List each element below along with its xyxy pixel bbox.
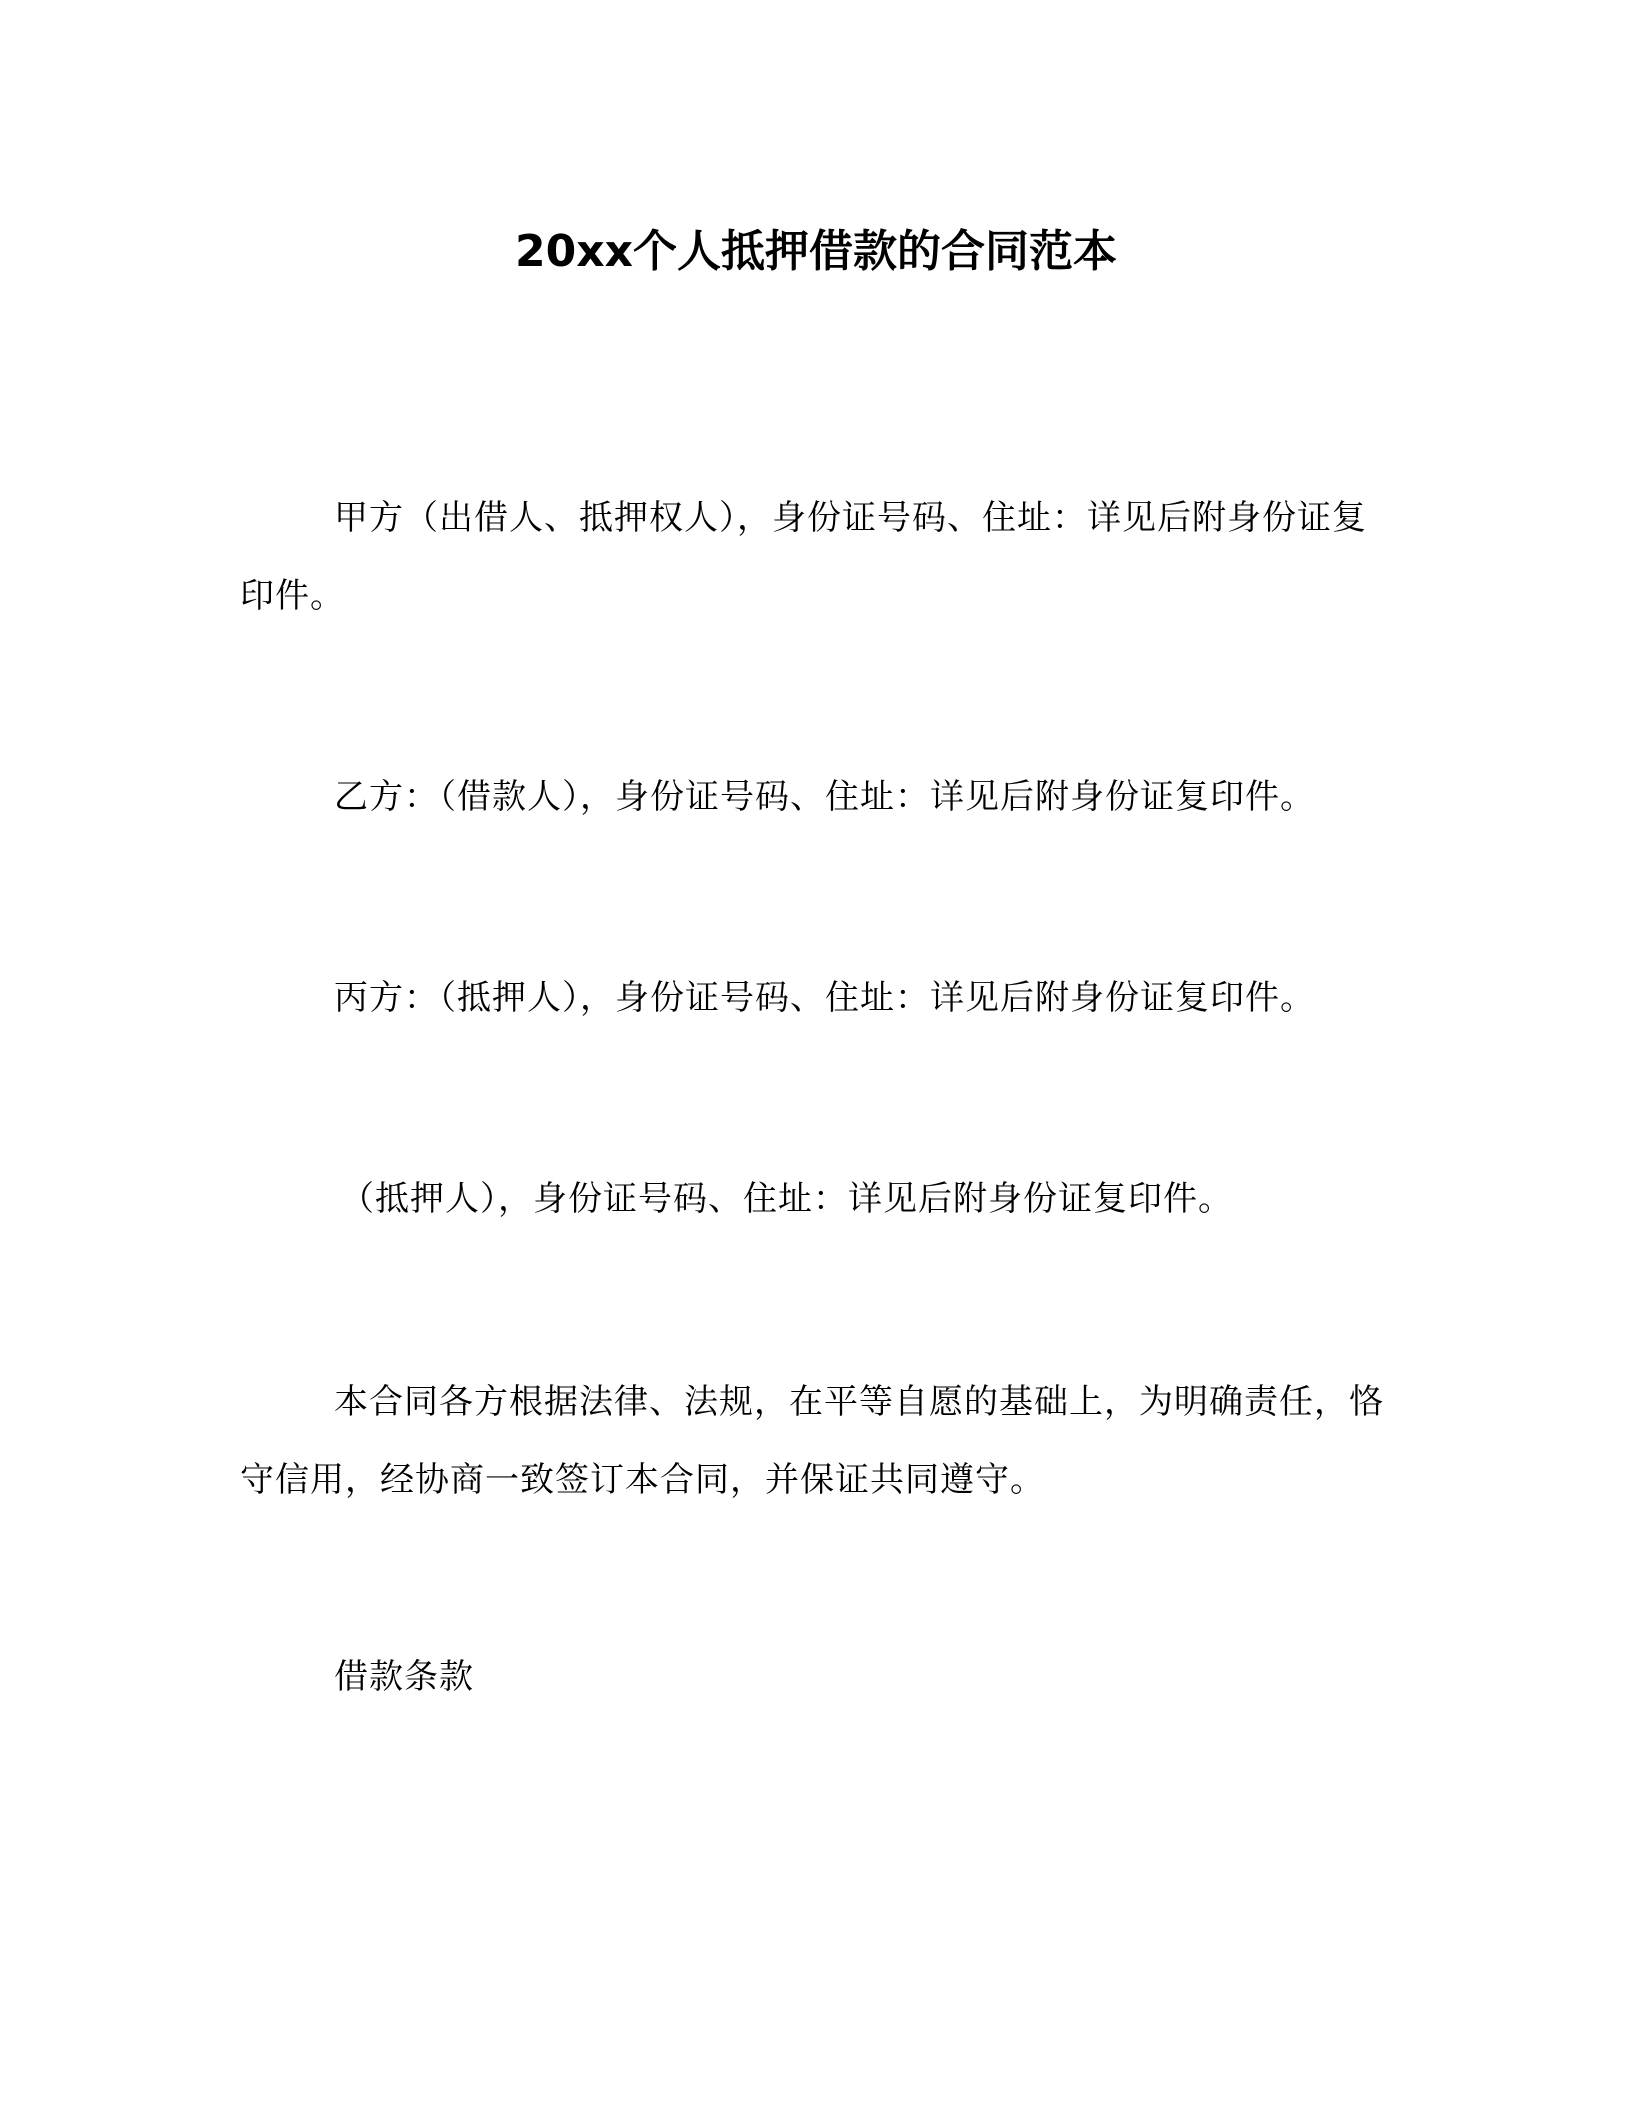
party-a-paragraph: 甲方（出借人、抵押权人），身份证号码、住址：详见后附身份证复印件。 <box>240 498 1367 616</box>
party-c-paragraph: 丙方：（抵押人），身份证号码、住址：详见后附身份证复印件。 <box>334 978 1315 1018</box>
document-title: 20xx个人抵押借款的合同范本 <box>515 226 1117 277</box>
party-b-paragraph: 乙方：（借款人），身份证号码、住址：详见后附身份证复印件。 <box>334 777 1315 817</box>
loan-terms-heading: 借款条款 <box>334 1657 474 1697</box>
additional-mortgagor-paragraph: （抵押人），身份证号码、住址：详见后附身份证复印件。 <box>340 1179 1233 1219</box>
agreement-preamble-paragraph: 本合同各方根据法律、法规，在平等自愿的基础上，为明确责任，恪守信用，经协商一致签订本合同，并保证共同遵守。 <box>240 1382 1384 1500</box>
